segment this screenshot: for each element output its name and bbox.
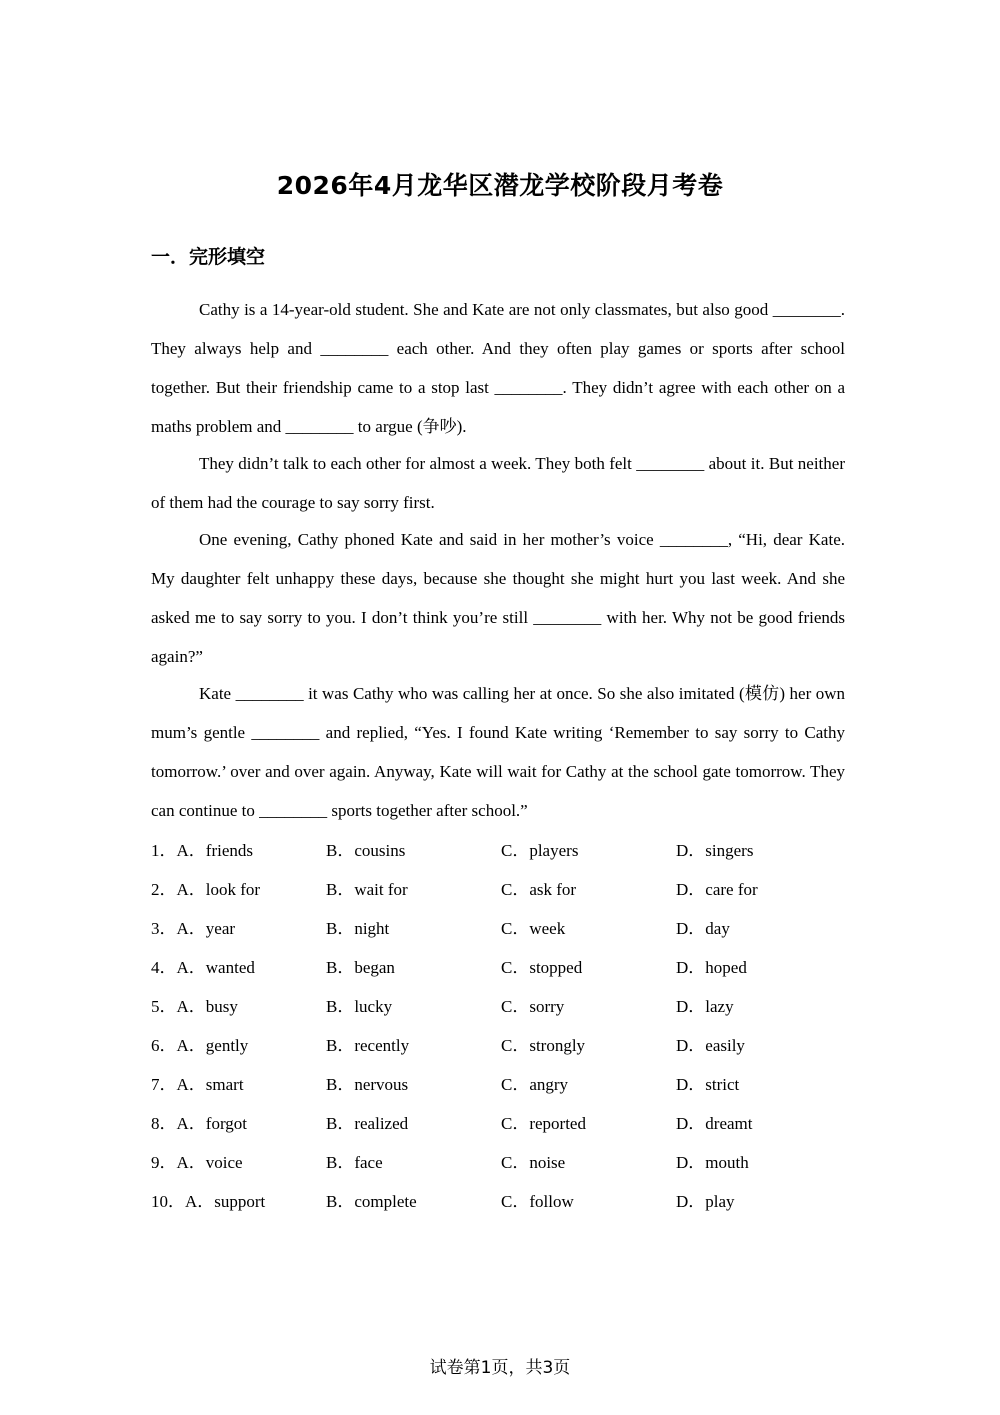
option-c: C．week	[501, 919, 566, 938]
question-row	[151, 1065, 851, 1104]
option-c: C．sorry	[501, 997, 565, 1016]
question-row	[151, 909, 851, 948]
option-d: D．play	[676, 1192, 735, 1211]
option-a: 5．A．busy	[151, 997, 238, 1016]
option-d: D．easily	[676, 1036, 745, 1055]
option-a: 7．A．smart	[151, 1075, 244, 1094]
option-b: B．cousins	[326, 841, 406, 860]
option-b: B．wait for	[326, 880, 408, 899]
option-d: D．mouth	[676, 1153, 749, 1172]
section-heading: 一．完形填空	[151, 246, 266, 268]
option-b: B．nervous	[326, 1075, 409, 1094]
question-row	[151, 948, 851, 987]
question-row	[151, 1104, 851, 1143]
page-title: 2026年4月龙华区潜龙学校阶段月考卷	[276, 171, 724, 200]
option-b: B．complete	[326, 1192, 417, 1211]
option-d: D．lazy	[676, 997, 734, 1016]
option-b: B．recently	[326, 1036, 410, 1055]
question-row	[151, 1182, 851, 1221]
option-b: B．began	[326, 958, 395, 977]
option-c: C．strongly	[501, 1036, 586, 1055]
option-d: D．hoped	[676, 958, 747, 977]
option-c: C．follow	[501, 1192, 574, 1211]
option-b: B．face	[326, 1153, 383, 1172]
option-a: 2．A．look for	[151, 880, 261, 899]
options-list	[151, 831, 851, 1221]
option-d: D．strict	[676, 1075, 740, 1094]
question-row	[151, 1026, 851, 1065]
question-row	[151, 831, 851, 870]
option-b: B．lucky	[326, 997, 393, 1016]
option-a: 3．A．year	[151, 919, 236, 938]
option-c: C．players	[501, 841, 579, 860]
option-d: D．day	[676, 919, 730, 938]
option-d: D．singers	[676, 841, 754, 860]
option-c: C．reported	[501, 1114, 586, 1133]
option-a: 9．A．voice	[151, 1153, 243, 1172]
passage-paragraph: One evening, Cathy phoned Kate and said in her mother’s voice ________, “Hi, dear Kate. My daughter felt unhappy these days, because she thought she might hurt you last week. And she asked me to say sorry to you. I don’t think you’re still ________ with her. Why not be good friends again?”	[151, 530, 845, 666]
passage-paragraph: Cathy is a 14-year-old student. She and Kate are not only classmates, but also good ________. They always help and ________ each other. And they often play games or sports after school together. But their friendship came to a stop last ________. They didn’t agree with each other on a maths problem and ________ to argue (争吵).	[151, 300, 845, 436]
question-row	[151, 987, 851, 1026]
passage-paragraph: They didn’t talk to each other for almost a week. They both felt ________ about it. But neither of them had the courage to say sorry first.	[151, 454, 845, 512]
option-b: B．night	[326, 919, 390, 938]
option-a: 6．A．gently	[151, 1036, 249, 1055]
option-c: C．angry	[501, 1075, 569, 1094]
option-a: 1．A．friends	[151, 841, 253, 860]
option-a: 8．A．forgot	[151, 1114, 248, 1133]
option-d: D．dreamt	[676, 1114, 753, 1133]
option-a: 4．A．wanted	[151, 958, 255, 977]
option-c: C．stopped	[501, 958, 583, 977]
option-a: 10．A．support	[151, 1192, 266, 1211]
option-b: B．realized	[326, 1114, 409, 1133]
passage	[151, 290, 845, 830]
passage-paragraph: Kate ________ it was Cathy who was calling her at once. So she also imitated (模仿) her own mum’s gentle ________ and replied, “Yes. I found Kate writing ‘Remember to say sorry to Cathy tomorrow.’ over and over again. Anyway, Kate will wait for Cathy at the school gate tomorrow. They can continue to ________ sports together after school.”	[151, 684, 845, 820]
question-row	[151, 870, 851, 909]
page-footer: 试卷第1页，共3页	[429, 1358, 571, 1378]
question-row	[151, 1143, 851, 1182]
option-d: D．care for	[676, 880, 758, 899]
option-c: C．ask for	[501, 880, 577, 899]
option-c: C．noise	[501, 1153, 566, 1172]
